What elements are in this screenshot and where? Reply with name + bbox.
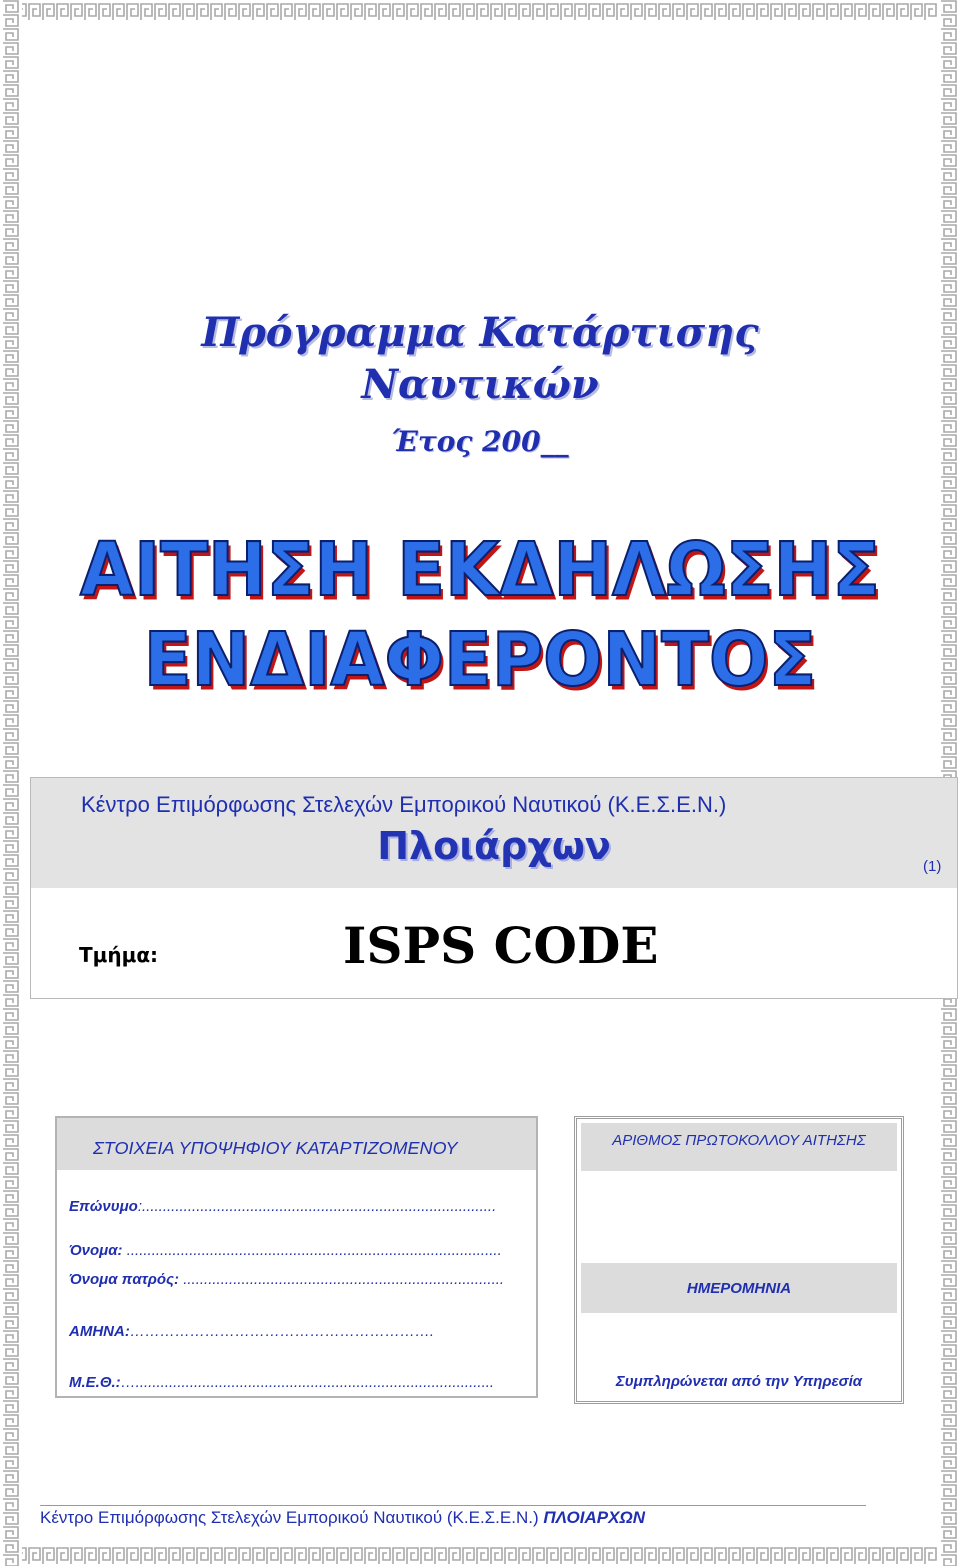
footer-text [40, 1508, 645, 1528]
center-name: Κέντρο Επιμόρφωσης Στελεχών Εμπορικού Ναυτικού (Κ.Ε.Σ.Ε.Ν.) [81, 792, 727, 817]
surname-label: Επώνυμο [69, 1198, 138, 1215]
amhna-label: ΑΜΗΝΑ: [69, 1323, 130, 1340]
footer-divider [40, 1505, 866, 1506]
footer-center-name: Κέντρο Επιμόρφωσης Στελεχών Εμπορικού Ναυτικού (Κ.Ε.Σ.Ε.Ν.) [40, 1508, 539, 1527]
department-value: ISPS CODE [343, 916, 659, 975]
protocol-header [581, 1123, 897, 1171]
border-top [0, 0, 960, 22]
footer-bold: ΠΛΟΙΑΡΧΩΝ [543, 1508, 646, 1527]
meth-field[interactable]: Μ.Ε.Θ.:…...................................................................................... [69, 1374, 495, 1391]
service-note: Συμπληρώνεται από την Υπηρεσία [615, 1373, 863, 1390]
father-name-label: Όνομα πατρός: [69, 1271, 180, 1288]
center-type: Πλοιάρχων [377, 824, 611, 868]
candidate-header [57, 1118, 536, 1170]
center-header [31, 778, 957, 888]
border-bottom [0, 1544, 960, 1566]
father-name-field[interactable]: Όνομα πατρός: ............................................................................. [69, 1271, 505, 1288]
center-info-box [30, 777, 958, 999]
meth-label: Μ.Ε.Θ.: [69, 1374, 121, 1391]
department-label: Τμήμα: [79, 943, 159, 967]
date-label: ΗΜΕΡΟΜΗΝΙΑ [686, 1280, 792, 1297]
protocol-box [574, 1116, 904, 1404]
application-title-line2: ΕΝΔΙΑΦΕΡΟΝΤΟΣ [143, 616, 817, 704]
date-header [581, 1263, 897, 1313]
program-title-line2: Ναυτικών [361, 361, 599, 408]
year-label: Έτος 200__ [391, 425, 569, 458]
border-left [0, 0, 22, 1566]
name-field[interactable]: Όνομα: .......................................................................................... [69, 1242, 502, 1259]
surname-field[interactable]: Επώνυμο:..................................................................................... [69, 1198, 497, 1215]
candidate-details-box [55, 1116, 538, 1398]
amhna-field[interactable]: ΑΜΗΝΑ:……………………………………………………. [69, 1323, 434, 1340]
protocol-title: ΑΡΙΘΜΟΣ ΠΡΩΤΟΚΟΛΛΟΥ ΑΙΤΗΣΗΣ [612, 1132, 866, 1149]
candidate-title: ΣΤΟΙΧΕΙΑ ΥΠΟΨΗΦΙΟΥ ΚΑΤΑΡΤΙΖΟΜΕΝΟΥ [93, 1138, 458, 1158]
footnote-marker: (1) [923, 858, 942, 875]
application-title-line1: ΑΙΤΗΣΗ ΕΚΔΗΛΩΣΗΣ [79, 526, 881, 614]
name-label: Όνομα: [69, 1242, 123, 1259]
program-title-line1: Πρόγραμμα Κατάρτισης [201, 309, 759, 356]
